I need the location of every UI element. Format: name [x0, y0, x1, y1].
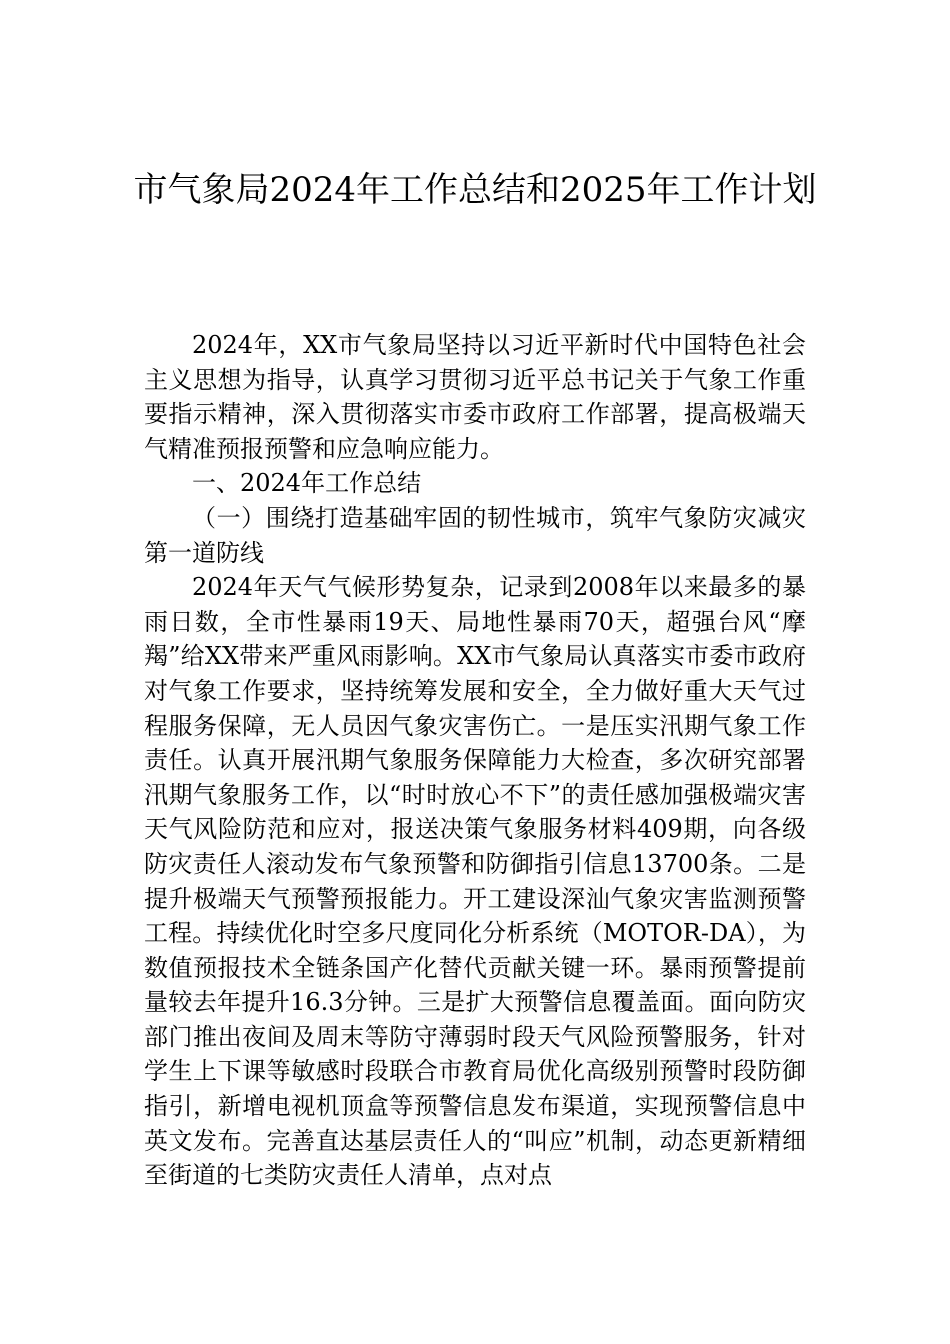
body-paragraph-disaster-prevention: 2024年天气气候形势复杂，记录到2008年以来最多的暴雨日数，全市性暴雨19天、局地性暴雨70天，超强台风“摩羯”给XX带来严重风雨影响。XX市气象局认真落实市委市政府对气象工作要求，坚持统筹发展和安全，全力做好重大天气过程服务保障，无人员因气象灾害伤亡。一是压实汛期气象工作责任。认真开展汛期气象服务保障能力大检查，多次研究部署汛期气象服务工作，以“时时放心不下”的责任感加强极端灾害天气风险防范和应对，报送决策气象服务材料409期，向各级防灾责任人滚动发布气象预警和防御指引信息13700条。二是提升极端天气预警预报能力。开工建设深汕气象灾害监测预警工程。持续优化时空多尺度同化分析系统（MOTOR-DA），为数值预报技术全链条国产化替代贡献关键一环。暴雨预警提前量较去年提升16.3分钟。三是扩大预警信息覆盖面。面向防灾部门推出夜间及周末等防守薄弱时段天气风险预警服务，针对学生上下课等敏感时段联合市教育局优化高级别预警时段防御指引，新增电视机顶盒等预警信息发布渠道，实现预警信息中英文发布。完善直达基层责任人的“叫应”机制，动态更新精细至街道的七类防灾责任人清单，点对点	[144, 573, 806, 1190]
intro-paragraph: 2024年，XX市气象局坚持以习近平新时代中国特色社会主义思想为指导，认真学习贯彻习近平总书记关于气象工作重要指示精神，深入贯彻落实市委市政府工作部署，提高极端天气精准预报预警和应急响应能力。	[144, 331, 806, 463]
section-heading-work-summary: 一、2024年工作总结	[192, 469, 422, 498]
document-body	[144, 328, 806, 1193]
subsection-heading-resilient-city: （一）围绕打造基础牢固的韧性城市，筑牢气象防灾减灾第一道防线	[144, 503, 806, 567]
document-title: 市气象局2024年工作总结和2025年工作计划	[133, 170, 817, 210]
